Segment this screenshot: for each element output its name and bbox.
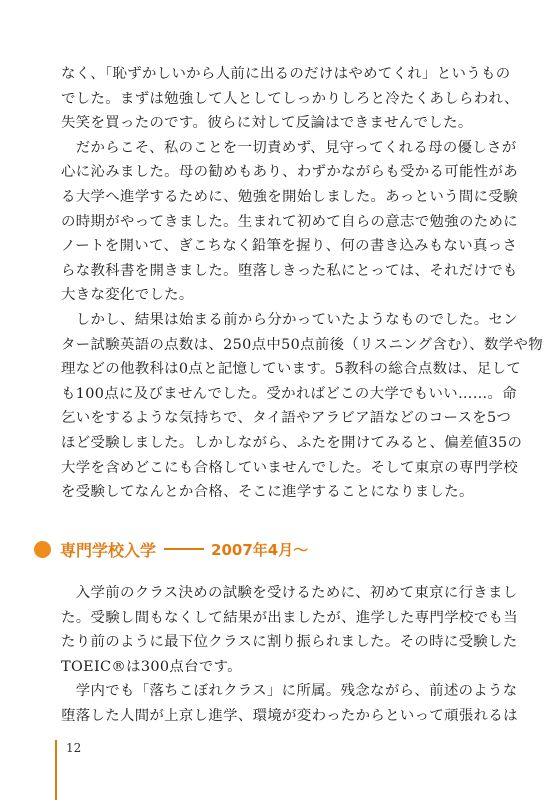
text-line: 入学前のクラス決めの試験を受けるために、初めて東京に行きまし	[61, 585, 518, 601]
text-line: でした。まずは勉強して人としてしっかりしろと冷たくあしらわれ、	[61, 90, 519, 107]
text-line: TOEIC®は300点台です。	[61, 658, 242, 675]
text-line: の時期がやってきました。生まれて初めて自らの意志で勉強のために	[61, 213, 518, 230]
text-line: ノートを開いて、ぎこちなく鉛筆を握り、何の書き込みもない真っさ	[61, 238, 518, 255]
text-line: ほど受験しました。しかしながら、ふたを開けてみると、偏差値35の	[61, 435, 523, 451]
text-line: 学内でも「落ちこぼれクラス」に所属。残念ながら、前述のような	[61, 683, 518, 700]
heading-dash-rule	[164, 548, 204, 550]
text-line: る大学へ進学するために、勉強を開始しました。あっという間に受験	[61, 189, 518, 205]
page-margin-rule	[55, 740, 57, 800]
page-number: 12	[66, 741, 82, 755]
text-line: を受験してなんとか合格、そこに進学することになりました。	[61, 484, 474, 501]
section-title: 専門学校入学	[60, 540, 157, 560]
text-line: 大きな変化でした。	[61, 287, 194, 304]
orange-bullet-icon	[34, 541, 51, 558]
text-line: しかし、結果は始まる前から分かっていたようなものでした。セン	[61, 312, 518, 328]
text-line: だからこそ、私のことを一切責めず、見守ってくれる母の優しさが	[61, 139, 517, 156]
text-line: らな教科書を開きました。堕落しきった私にとっては、それだけでも	[61, 262, 518, 279]
text-line: も100点に及びませんでした。受かればどこの大学でもいい……。命	[61, 385, 517, 402]
text-line: たり前のように最下位クラスに割り振られました。その時に受験した	[61, 634, 518, 651]
text-line: 心に沁みました。母の勧めもあり、わずかながらも受かる可能性があ	[61, 164, 518, 181]
text-line: 失笑を買ったのです。彼らに対して反論はできませんでした。	[61, 115, 473, 132]
text-line: 理などの他教科は0点と記憶しています。5教科の総合点数は、足して	[61, 361, 522, 378]
section-date: 2007年4月〜	[211, 540, 309, 559]
text-line: ター試験英語の点数は、250点中50点前後（リスニング含む）、数学や物	[61, 336, 543, 353]
text-line: 堕落した人間が上京し進学、環境が変わったからといって頑張れるは	[61, 708, 518, 724]
text-line: 乞いをするような気持ちで、タイ語やアラビア語などのコースを5つ	[61, 410, 512, 427]
text-line: た。受験し間もなくして結果が出ましたが、進学した専門学校でも当	[61, 609, 518, 626]
text-line: なく、「恥ずかしいから人前に出るのだけはやめてくれ」というもの	[61, 66, 511, 82]
section-heading	[34, 537, 308, 561]
text-line: 大学を含めどこにも合格していませんでした。そして東京の専門学校	[61, 459, 518, 476]
